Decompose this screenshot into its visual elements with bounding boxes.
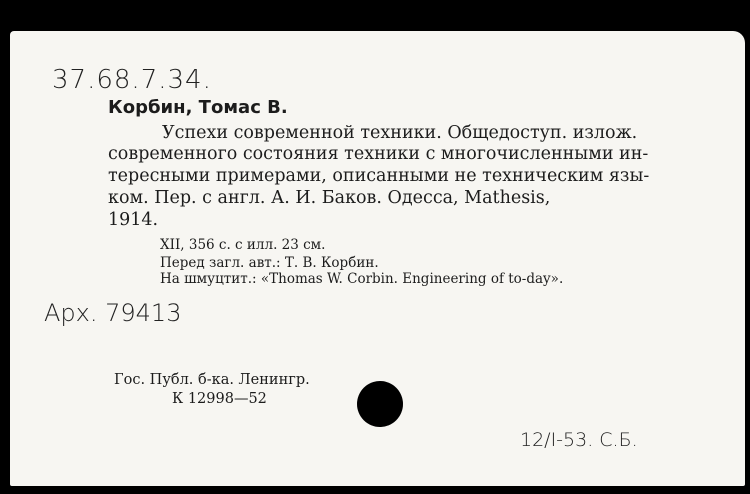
archive-number: Арх. 79413 (44, 299, 182, 327)
date-note: 12/I-53. С.Б. (520, 429, 638, 451)
punch-hole (357, 381, 403, 427)
description-line-2: современного состояния техники с многочисленными ин- (108, 144, 649, 164)
library-stamp-line-1: Гос. Публ. б-ка. Ленингр. (114, 372, 310, 388)
description-line-4: ком. Пер. с англ. А. И. Баков. Одесса, Mathesis, (108, 188, 551, 208)
author-heading: Корбин, Томас В. (108, 97, 288, 118)
call-number: 37.68.7.34. (52, 65, 212, 95)
library-stamp-line-2: К 12998—52 (172, 391, 267, 407)
catalog-card (10, 31, 745, 486)
description-line-5: 1914. (108, 210, 159, 230)
description-line-1: Успехи современной техники. Общедоступ. излож. (162, 123, 638, 143)
collation-line-2: Перед загл. авт.: Т. В. Корбин. (160, 255, 379, 271)
collation-line-1: XII, 356 с. с илл. 23 см. (160, 237, 326, 253)
collation-line-3: На шмуцтит.: «Thomas W. Corbin. Engineering of to-day». (160, 271, 564, 287)
description-line-3: тересными примерами, описанными не техническим язы- (108, 166, 650, 186)
